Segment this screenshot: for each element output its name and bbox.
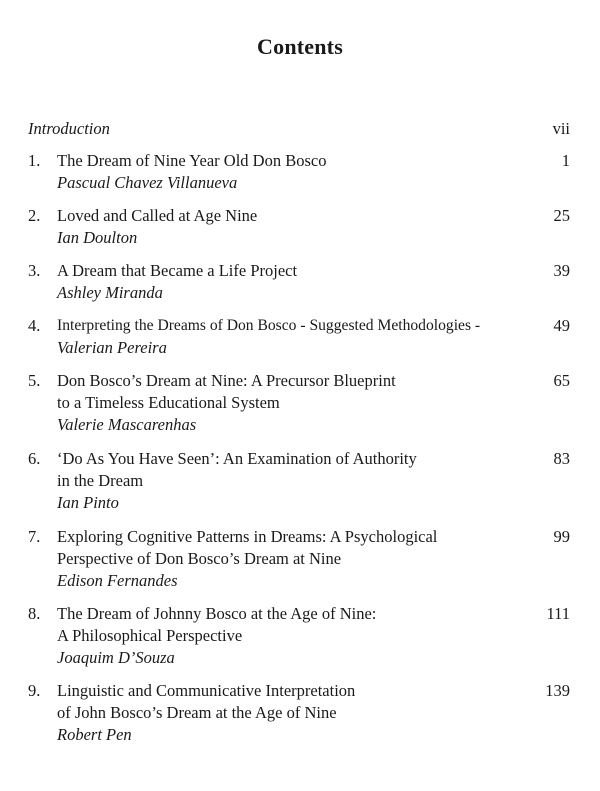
introduction-label: Introduction: [28, 119, 110, 138]
entry-number: 9.: [28, 681, 41, 700]
entry-number: 1.: [28, 151, 41, 170]
introduction-page-number: vii: [552, 119, 570, 138]
entry-author: Valerian Pereira: [57, 338, 167, 357]
entry-page-number: 99: [553, 527, 570, 546]
toc-entry-8[interactable]: [28, 603, 570, 669]
entry-title-line: The Dream of Johnny Bosco at the Age of Nine:: [57, 604, 377, 623]
entry-title-line: Don Bosco’s Dream at Nine: A Precursor Blueprint: [57, 371, 396, 390]
entry-page-number: 49: [553, 316, 570, 335]
entry-title-line: ‘Do As You Have Seen’: An Examination of Authority: [57, 449, 417, 468]
entry-author: Robert Pen: [57, 725, 132, 744]
entry-number: 2.: [28, 206, 41, 225]
entry-number: 7.: [28, 527, 41, 546]
entry-author: Valerie Mascarenhas: [57, 415, 197, 434]
toc-entry-9[interactable]: [28, 680, 570, 746]
entry-author: Ian Doulton: [57, 228, 138, 247]
entry-title-line: The Dream of Nine Year Old Don Bosco: [57, 151, 327, 170]
entry-author: Pascual Chavez Villanueva: [57, 173, 238, 192]
entry-page-number: 139: [545, 681, 570, 700]
entry-number: 8.: [28, 604, 41, 623]
entry-author: Edison Fernandes: [57, 571, 178, 590]
toc-entry-7[interactable]: [28, 526, 570, 592]
toc-entry-1[interactable]: [28, 150, 570, 194]
toc-entry-2[interactable]: [28, 205, 570, 249]
entry-number: 4.: [28, 316, 41, 335]
entry-title-line: Loved and Called at Age Nine: [57, 206, 258, 225]
toc-entry-4[interactable]: [28, 315, 570, 359]
entry-page-number: 111: [546, 604, 570, 623]
toc-entry-6[interactable]: [28, 448, 570, 514]
entry-number: 6.: [28, 449, 41, 468]
entry-number: 3.: [28, 261, 41, 280]
entry-title-line: of John Bosco’s Dream at the Age of Nine: [57, 703, 337, 722]
entry-title-line: Interpreting the Dreams of Don Bosco - Suggested Methodologies -: [57, 317, 481, 334]
entry-page-number: 25: [553, 206, 570, 225]
entry-author: Joaquim D’Souza: [57, 648, 175, 667]
entry-page-number: 1: [561, 151, 570, 170]
entry-title-line: A Dream that Became a Life Project: [57, 261, 298, 280]
page-title: Contents: [257, 34, 343, 59]
toc-introduction[interactable]: [28, 118, 570, 140]
entry-title-line: Exploring Cognitive Patterns in Dreams: A Psychological: [57, 527, 438, 546]
entry-author: Ashley Miranda: [57, 283, 163, 302]
entry-number: 5.: [28, 371, 41, 390]
entry-author: Ian Pinto: [57, 493, 119, 512]
entry-title-line: Linguistic and Communicative Interpretation: [57, 681, 356, 700]
entry-title-line: in the Dream: [57, 471, 144, 490]
toc-entry-5[interactable]: [28, 370, 570, 436]
entry-title-line: Perspective of Don Bosco’s Dream at Nine: [57, 549, 342, 568]
entry-title-line: to a Timeless Educational System: [57, 393, 280, 412]
entry-page-number: 39: [553, 261, 570, 280]
entry-page-number: 65: [553, 371, 570, 390]
entry-page-number: 83: [553, 449, 570, 468]
toc-entry-3[interactable]: [28, 260, 570, 304]
entry-title-line: A Philosophical Perspective: [57, 626, 243, 645]
